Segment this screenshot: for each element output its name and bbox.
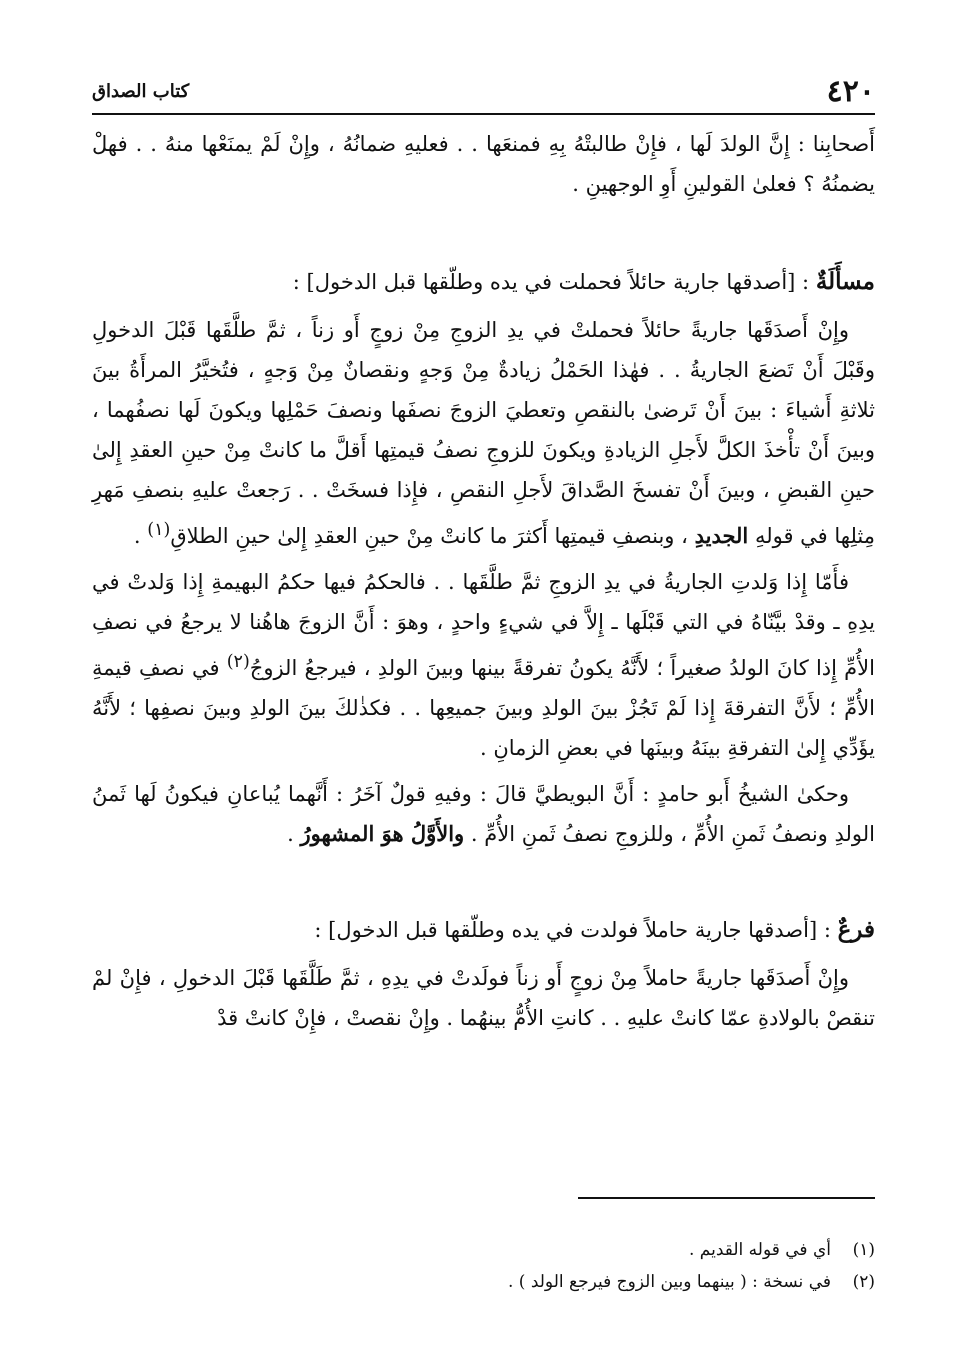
footnotes [92,1234,875,1298]
footnote-text: أي في قوله القديم . [688,1240,831,1260]
paragraph-3 [92,774,875,854]
masala-colon: : [795,270,816,294]
page-number: ٤٢٠ [826,74,875,109]
paragraph-1-end: . [133,524,148,548]
header-divider [92,113,875,115]
far-title: [أصدقها جارية حاملاً فولدت في يده وطلّقها قبل الدخول] : [314,918,818,942]
paragraph-3-text-a: وحكىٰ الشيخُ أَبو حامدٍ : أَنَّ البويطيَّ قالَ : وفيهِ قولٌ آخَرُ : أَنَّهما يُباعانِ فيكونُ لَها ثَمنُ الولدِ ونصفُ ثَمنِ الأُمِّ ، وللزوجِ نصفُ ثَمنِ الأُمِّ . [92,782,875,846]
paragraph-2-text-b: في نصفِ قيمةِ الأُمِّ ؛ لأَنَّ التفرقةَ إِذا لَمْ تَجُزْ بينَ الولدِ وبينَ جميعِها . . فكذٰلكَ بينَ الولدِ وبينَ نصفِها ؛ لأَنَّهُ يؤَدِّي إِلىٰ التفرقةِ بينَهُ وبينَها في بعضِ الزمانِ . [92,656,875,760]
footnote-number: (٢) [852,1272,875,1292]
paragraph-4: وإِنْ أَصدَقَها جاريةً حاملاً مِنْ زوجٍ أَو زناً فولَدتْ في يدِهِ ، ثمَّ طَلَّقَها قَبْلَ الدخولِ ، فإِنْ لمْ تنقصْ بالولادةِ عمّا كانتْ عليهِ . . كانتِ الأُمُّ بينهُما . وإِنْ نقصتْ ، فإِنْ كانتْ قدْ [92,966,875,1030]
masala-heading [92,262,875,302]
masala-label: مسأَلَةٌ [815,268,875,295]
footnote-ref-2[interactable]: (٢) [226,652,250,672]
footnote-1 [92,1234,875,1266]
page-header [92,74,875,110]
footnote-ref-1[interactable]: (١) [147,520,171,540]
paragraph-3-end: . [287,822,301,846]
masala-title: [أصدقها جارية حائلاً فحملت في يده وطلّقها قبل الدخول] : [292,270,796,294]
footnote-number: (١) [852,1240,875,1260]
paragraph-2 [92,562,875,768]
paragraph-1-text-b: ، وبنصفِ قيمتِها أَكثرَ ما كانتْ مِنْ حينِ العقدِ إِلىٰ حينِ الطلاقِ [170,524,695,548]
far-colon: : [817,918,838,942]
paragraph-intro: أَصحابِنا : إِنَّ الولدَ لَها ، فإِنْ طالبتْهُ بِهِ فمنعَها . . فعليهِ ضمانُهُ ، وإِنْ لَمْ يمنَعْها منهُ . . فهلْ يضمنُهُ ؟ فعلىٰ القولينِ أَوِ الوجهينِ . [92,132,875,196]
far-label: فرعٌ [837,916,875,943]
paragraph-1 [92,310,875,556]
running-title: كتاب الصداق [92,81,190,102]
paragraph-3-bold: والأَوَّلُ هوَ المشهورُ [300,821,465,846]
paragraph-2-text-a: فأَمّا إِذا وَلدتِ الجاريةُ في يدِ الزوجِ ثمَّ طلَّقَها . . فالحكمُ فيها حكمُ البهيمةِ إِذا وَلدتْ في يدِهِ ـ وقدْ بيَّنّاهُ في التي قَبْلَها ـ إِلاَّ في شيءٍ واحدٍ ، وهوَ : أَنَّ الزوجَ هاهُنا لا يرجعُ في نصفِ الأُمِّ إِذا كانَ الولدُ صغيراً ؛ لأَنَّهُ يكونُ تفرقةً بينها وبينَ الولدِ ، فيرجعُ الزوجُ [92,570,875,680]
body-text [92,124,875,1038]
footnote-text: في نسخة : ( بينهما وبين الزوج فيرجع الولد ) . [507,1272,831,1292]
footnote-divider [578,1197,875,1199]
footnote-2 [92,1266,875,1298]
paragraph-1-text-a: وإِنْ أَصدَقَها جاريةً حائلاً فحملتْ في يدِ الزوجِ مِنْ زوجٍ أَو زناً ، ثمَّ طلَّقَها قَبْلَ الدخولِ وقَبْلَ أَنْ تَضعَ الجاريةُ . . فهٰذا الحَمْلُ زيادةٌ مِنْ وَجهٍ ونقصانٌ مِنْ وَجهٍ ، فتُخيَّرُ المرأَةُ بينَ ثلاثةِ أَشياءَ : بينَ أَنْ تَرضىٰ بالنقصِ وتعطيَ الزوجَ نصفَها ونصفَ حَمْلِها ويكونَ لَها نصفُهما ، وبينَ أَنْ تأْخذَ الكلَّ لأَجلِ الزيادةِ ويكونَ للزوجِ نصفُ قيمتِها أَقلَّ ما كانتْ مِنْ حينِ العقدِ إِلىٰ حينِ القبضِ ، وبينَ أَنْ تفسخَ الصَّداقَ لأَجلِ النقصِ ، فإِذا فسخَتْ . . رَجعتْ عليهِ بنصفِ مَهرِ مِثلِها في قولهِ [92,318,875,548]
far-heading [92,910,875,950]
paragraph-1-bold: الجديدِ [694,523,749,548]
